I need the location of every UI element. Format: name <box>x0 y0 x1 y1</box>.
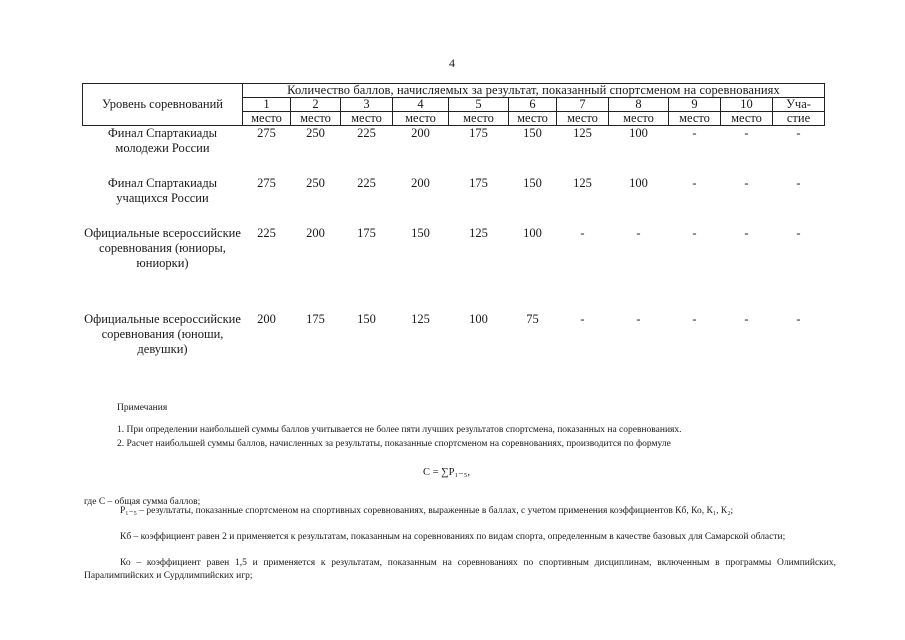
place-number-header: 4 <box>393 98 449 112</box>
points-cell: 100 <box>629 176 648 190</box>
note-2: 2. Расчет наибольшей суммы баллов, начисленных за результаты, показанные спортсменом на соревнованиях, производится по формуле <box>117 439 671 449</box>
points-cell: - <box>692 176 697 190</box>
definition-kb: Кб – коэффициент равен 2 и применяется к результатам, показанным на соревнованиях по видам спорта, определенным в качестве базовых для Самарской области; <box>120 532 786 542</box>
points-cell: - <box>692 126 697 140</box>
points-cell: 250 <box>306 176 325 190</box>
competition-level: Финал Спартакиады молодежи России <box>107 126 218 155</box>
points-cell: 125 <box>573 176 592 190</box>
place-word-header: место <box>509 112 557 126</box>
points-cell: 225 <box>357 176 376 190</box>
points-cell: - <box>796 312 801 326</box>
points-cell: 100 <box>469 312 488 326</box>
points-cell: 225 <box>357 126 376 140</box>
points-cell: 200 <box>306 226 325 240</box>
points-cell: 200 <box>411 126 430 140</box>
points-cell: 75 <box>526 312 539 326</box>
place-number-header: 5 <box>449 98 509 112</box>
place-word-header: место <box>291 112 341 126</box>
points-cell: 125 <box>469 226 488 240</box>
place-number-header: 2 <box>291 98 341 112</box>
competition-level: Финал Спартакиады учащихся России <box>107 176 218 205</box>
points-cell: 100 <box>523 226 542 240</box>
place-number-header: 3 <box>341 98 393 112</box>
points-cell: 125 <box>411 312 430 326</box>
points-cell: - <box>744 312 749 326</box>
points-cell: 175 <box>357 226 376 240</box>
points-cell: 225 <box>257 226 276 240</box>
competition-level: Официальные всероссийские соревнования (юноши, девушки) <box>84 312 241 356</box>
points-cell: 175 <box>469 126 488 140</box>
points-cell: - <box>692 312 697 326</box>
definition-p: P₁₋₅ – результаты, показанные спортсменом на спортивных соревнованиях, выраженные в баллах, с учетом применения коэффициентов Кб, Ко, К₁, К₂; <box>120 506 734 516</box>
points-cell: 150 <box>523 176 542 190</box>
place-word-header: место <box>449 112 509 126</box>
place-word-header: место <box>341 112 393 126</box>
page-number: 4 <box>449 56 455 70</box>
points-cell: - <box>580 312 585 326</box>
points-cell: 100 <box>629 126 648 140</box>
place-word-header: место <box>609 112 669 126</box>
place-number-header: 7 <box>557 98 609 112</box>
place-number-header: 10 <box>721 98 773 112</box>
table-row <box>83 176 825 226</box>
points-cell: - <box>692 226 697 240</box>
points-cell: - <box>796 176 801 190</box>
place-word-header: место <box>721 112 773 126</box>
points-cell: - <box>744 226 749 240</box>
where-definition: где С – общая сумма баллов; <box>84 497 201 507</box>
points-cell: - <box>796 126 801 140</box>
definition-ko: Ко – коэффициент равен 1,5 и применяется к результатам, показанным на соревнованиях по спортивным дисциплинам, включенным в программы Олимпийских, Паралимпийских и Сурдлимпийских игр; <box>84 558 836 581</box>
place-number-header: Уча- <box>773 98 825 112</box>
place-word-header: место <box>557 112 609 126</box>
sum-formula: C = ∑P₁₋₅, <box>423 467 470 478</box>
table-row <box>83 312 825 398</box>
place-word-header: место <box>243 112 291 126</box>
place-number-header: 1 <box>243 98 291 112</box>
points-table <box>82 83 825 398</box>
table-row <box>83 226 825 312</box>
place-number-header: 9 <box>669 98 721 112</box>
points-cell: 175 <box>306 312 325 326</box>
points-cell: 275 <box>257 176 276 190</box>
points-cell: 175 <box>469 176 488 190</box>
points-cell: 275 <box>257 126 276 140</box>
place-number-header: 8 <box>609 98 669 112</box>
points-cell: - <box>636 226 641 240</box>
points-cell: - <box>580 226 585 240</box>
place-word-header: стие <box>773 112 825 126</box>
place-number-header: 6 <box>509 98 557 112</box>
points-column-header: Количество баллов, начисляемых за результат, показанный спортсменом на соревнованиях <box>243 84 825 98</box>
table-row <box>83 126 825 177</box>
points-cell: 150 <box>523 126 542 140</box>
competition-level: Официальные всероссийские соревнования (юниоры, юниорки) <box>84 226 241 270</box>
points-cell: 200 <box>257 312 276 326</box>
points-cell: 125 <box>573 126 592 140</box>
note-1: 1. При определении наибольшей суммы баллов учитывается не более пяти лучших результатов спортсмена, показанных на соревнованиях. <box>117 425 682 435</box>
points-cell: 150 <box>357 312 376 326</box>
place-word-header: место <box>393 112 449 126</box>
points-cell: - <box>636 312 641 326</box>
notes-heading: Примечания <box>117 403 168 413</box>
points-cell: - <box>744 126 749 140</box>
points-cell: - <box>796 226 801 240</box>
points-cell: 250 <box>306 126 325 140</box>
points-cell: - <box>744 176 749 190</box>
level-column-header: Уровень соревнований <box>83 84 243 126</box>
place-word-header: место <box>669 112 721 126</box>
points-cell: 150 <box>411 226 430 240</box>
points-cell: 200 <box>411 176 430 190</box>
